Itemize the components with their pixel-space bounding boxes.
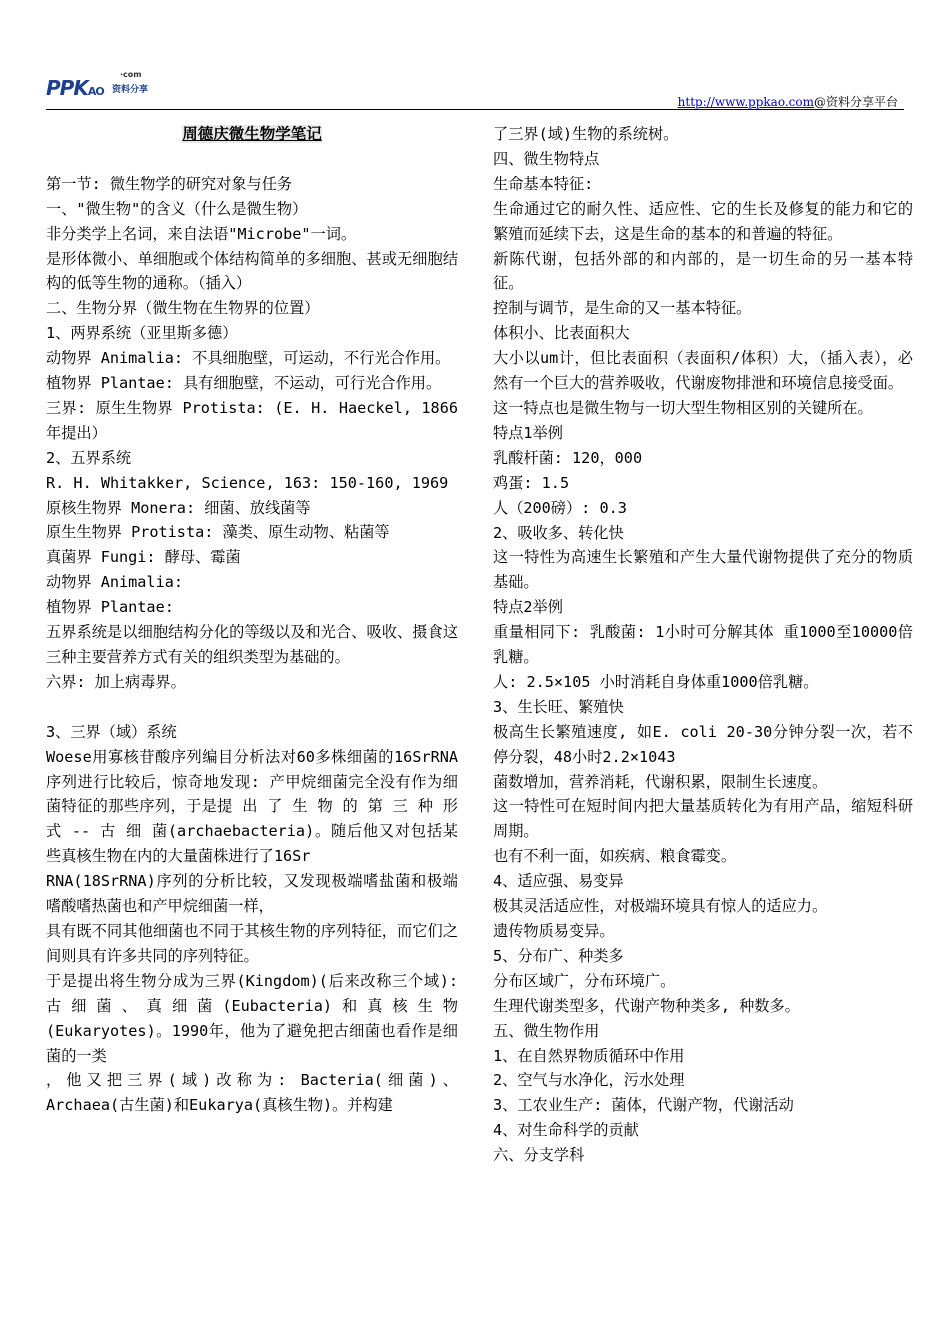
paragraph: RNA(18SrRNA)序列的分析比较，又发现极端嗜盐菌和极端嗜酸嗜热菌也和产甲烷细菌一样， bbox=[46, 872, 458, 916]
paragraph: 原生生物界 Protista: 藻类、原生动物、粘菌等 bbox=[46, 523, 390, 542]
paragraph: 特点1举例 bbox=[493, 423, 563, 442]
paragraph: 人（200磅）: 0.3 bbox=[493, 498, 627, 517]
paragraph: 3、生长旺、繁殖快 bbox=[493, 697, 624, 716]
paragraph: 极其灵活适应性，对极端环境具有惊人的适应力。 bbox=[493, 897, 828, 916]
paragraph: 生命通过它的耐久性、适应性、它的生长及修复的能力和它的繁殖而延续下去，这是生命的基本的和普遍的特征。 bbox=[493, 199, 913, 243]
paragraph: 原核生物界 Monera: 细菌、放线菌等 bbox=[46, 498, 311, 517]
paragraph: 也有不利一面，如疾病、粮食霉变。 bbox=[493, 847, 736, 866]
paragraph: 这一特点也是微生物与一切大型生物相区别的关键所在。 bbox=[493, 398, 873, 417]
paragraph: 2、五界系统 bbox=[46, 448, 132, 467]
paragraph: 了三界(域)生物的系统树。 bbox=[493, 125, 679, 143]
site-url-suffix: @资料分享平台 bbox=[813, 95, 898, 109]
paragraph: 五界系统是以细胞结构分化的等级以及和光合、吸收、摄食这三种主要营养方式有关的组织类型为基础的。 bbox=[46, 623, 458, 667]
paragraph: 非分类学上名词，来自法语"Microbe"一词。 bbox=[46, 224, 357, 243]
paragraph: 5、分布广、种类多 bbox=[493, 946, 624, 965]
paragraph: 极高生长繁殖速度, 如E. coli 20-30分钟分裂一次，若不停分裂，48小时2.2×1043 bbox=[493, 722, 913, 766]
paragraph: 4、对生命科学的贡献 bbox=[493, 1121, 639, 1140]
paragraph: 五、微生物作用 bbox=[493, 1021, 600, 1040]
paragraph: 这一特性可在短时间内把大量基质转化为有用产品，缩短科研周期。 bbox=[493, 797, 913, 841]
paragraph: 第一节: 微生物学的研究对象与任务 bbox=[46, 174, 293, 193]
paragraph: 1、两界系统（亚里斯多德） bbox=[46, 324, 238, 343]
paragraph: 乳酸杆菌: 120，000 bbox=[493, 448, 643, 467]
paragraph bbox=[46, 695, 458, 720]
paragraph: ，他又把三界(域)改称为: Bacteria(细菌)、Archaea(古生菌)和Eukarya(真核生物)。并构建 bbox=[46, 1071, 458, 1115]
logo-tagline: 资料分享 bbox=[112, 85, 149, 95]
left-column bbox=[46, 122, 458, 1118]
paragraph: 新陈代谢，包括外部的和内部的，是一切生命的另一基本特征。 bbox=[493, 249, 913, 293]
paragraph: 生理代谢类型多，代谢产物种类多, 种数多。 bbox=[493, 996, 800, 1015]
logo-wordmark: PPKAO bbox=[46, 76, 104, 100]
paragraph: 一、"微生物"的含义（什么是微生物） bbox=[46, 199, 308, 218]
paragraph: 人: 2.5×105 小时消耗自身体重1000倍乳糖。 bbox=[493, 672, 819, 691]
page-title: 周德庆微生物学笔记 bbox=[182, 125, 322, 143]
paragraph: 遗传物质易变异。 bbox=[493, 922, 615, 940]
paragraph: 是形体微小、单细胞或个体结构简单的多细胞、甚或无细胞结构的低等生物的通称。（插入） bbox=[46, 249, 458, 293]
paragraph: 2、吸收多、转化快 bbox=[493, 523, 624, 542]
right-column bbox=[493, 122, 913, 1168]
paragraph: 体积小、比表面积大 bbox=[493, 324, 630, 343]
paragraph: 具有既不同其他细菌也不同于其核生物的序列特征，而它们之间则具有许多共同的序列特征。 bbox=[46, 921, 458, 965]
paragraph: 这一特性为高速生长繁殖和产生大量代谢物提供了充分的物质基础。 bbox=[493, 548, 913, 592]
header-divider bbox=[46, 109, 904, 110]
paragraph: 动物界 Animalia: bbox=[46, 573, 183, 592]
paragraph: 4、适应强、易变异 bbox=[493, 872, 624, 891]
paragraph: 3、三界（域）系统 bbox=[46, 722, 177, 741]
left-column-text bbox=[46, 147, 458, 1118]
header-link bbox=[678, 93, 898, 110]
ppkao-logo[interactable] bbox=[46, 70, 156, 100]
paragraph bbox=[46, 147, 458, 172]
paragraph: 控制与调节，是生命的又一基本特征。 bbox=[493, 299, 752, 318]
paragraph: 分布区域广，分布环境广。 bbox=[493, 971, 676, 990]
paragraph: 特点2举例 bbox=[493, 598, 563, 617]
paragraph: 3、工农业生产: 菌体，代谢产物，代谢活动 bbox=[493, 1096, 794, 1115]
paragraph: 植物界 Plantae: bbox=[46, 598, 174, 617]
paragraph: 植物界 Plantae: 具有细胞壁，不运动，可行光合作用。 bbox=[46, 374, 442, 393]
right-column-text bbox=[493, 122, 913, 1168]
paragraph: 鸡蛋: 1.5 bbox=[493, 473, 570, 492]
paragraph: 二、生物分界（微生物在生物界的位置） bbox=[46, 299, 320, 318]
paragraph: Woese用寡核苷酸序列编目分析法对60多株细菌的16SrRNA序列进行比较后，惊奇地发现: 产甲烷细菌完全没有作为细菌特征的那些序列，于是提 出 了 生 物 的 第 三 种 形 式 -- 古 细 菌(archaebacteria)。随后他又对包括某些真核生物在内的大量菌株进行了16Sr bbox=[46, 747, 458, 866]
paragraph: 动物界 Animalia: 不具细胞壁，可运动，不行光合作用。 bbox=[46, 349, 451, 368]
paragraph: 三界: 原生生物界 Protista: (E. H. Haeckel, 1866年提出） bbox=[46, 398, 458, 442]
paragraph: 大小以um计，但比表面积（表面积/体积）大，（插入表），必然有一个巨大的营养吸收，代谢废物排泄和环境信息接受面。 bbox=[493, 349, 913, 393]
paragraph: 真菌界 Fungi: 酵母、霉菌 bbox=[46, 548, 241, 567]
paragraph: 1、在自然界物质循环中作用 bbox=[493, 1046, 685, 1065]
paragraph: 生命基本特征: bbox=[493, 174, 594, 193]
paragraph: 2、空气与水净化，污水处理 bbox=[493, 1071, 685, 1090]
paragraph: R. H. Whitakker, Science, 163: 150-160, 1969 bbox=[46, 473, 449, 492]
paragraph: 六、分支学科 bbox=[493, 1146, 585, 1165]
paragraph: 于是提出将生物分成为三界(Kingdom)(后来改称三个域): 古细菌、真细菌(Eubacteria)和真核生物(Eukaryotes)。1990年，他为了避免把古细菌也看作是细菌的一类 bbox=[46, 971, 458, 1065]
paragraph: 四、微生物特点 bbox=[493, 149, 600, 168]
paragraph: 菌数增加，营养消耗，代谢积累，限制生长速度。 bbox=[493, 772, 828, 791]
site-url-link[interactable]: http://www.ppkao.com bbox=[677, 95, 814, 109]
paragraph: 六界: 加上病毒界。 bbox=[46, 672, 186, 691]
logo-domain: ·com bbox=[120, 70, 142, 79]
paragraph: 重量相同下: 乳酸菌: 1小时可分解其体 重1000至10000倍乳糖。 bbox=[493, 623, 913, 667]
